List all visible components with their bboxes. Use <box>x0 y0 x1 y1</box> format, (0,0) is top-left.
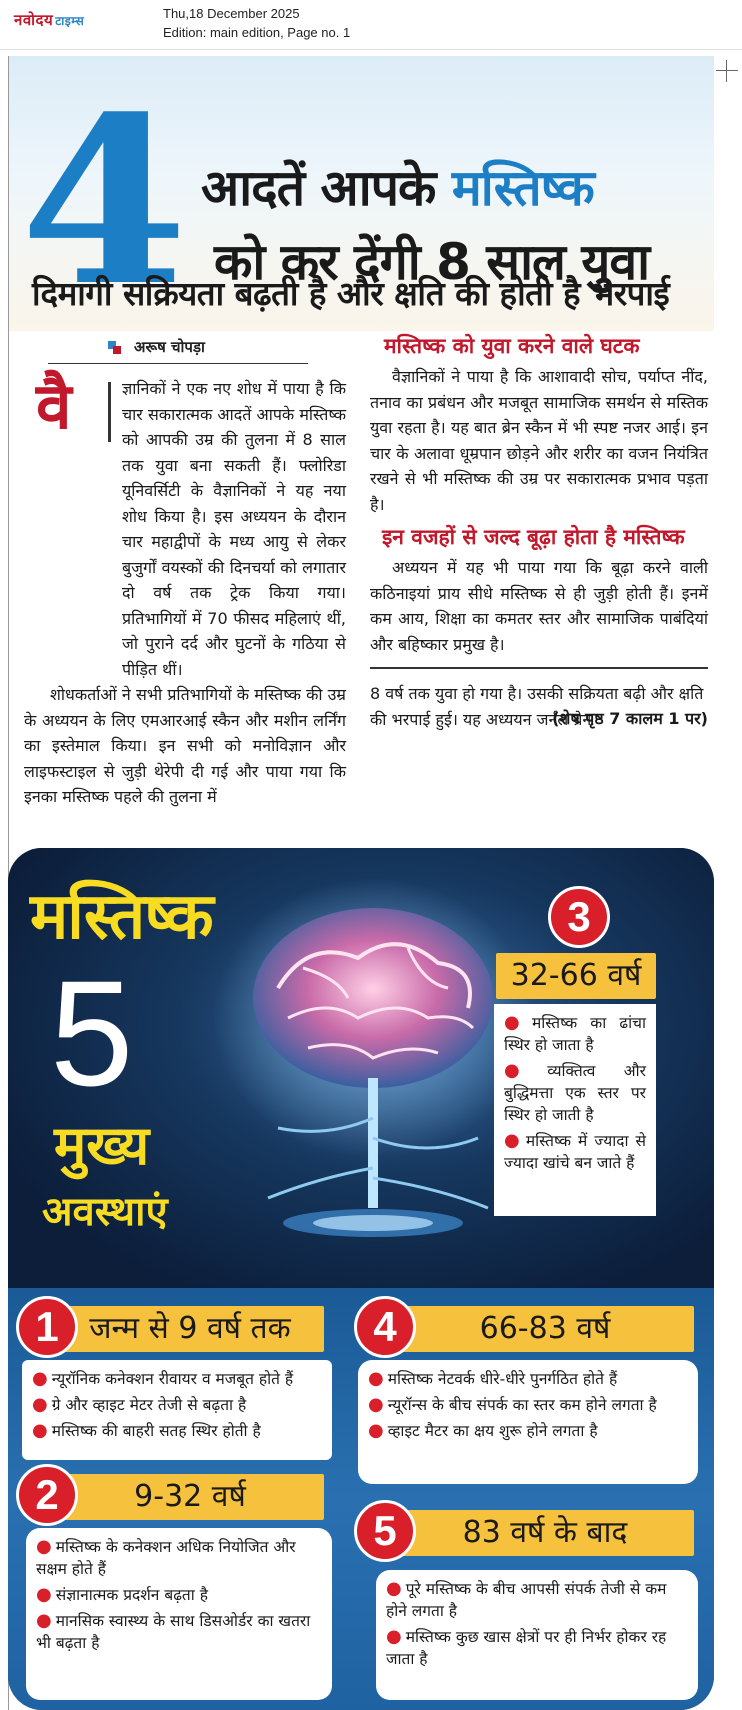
stage-1-point-2: ● ग्रे और व्हाइट मेटर तेजी से बढ़ता है <box>32 1394 247 1415</box>
stage-2-badge: 2 <box>16 1464 78 1526</box>
byline-divider <box>48 363 308 364</box>
sidebar-1-body: वैज्ञानिकों ने पाया है कि आशावादी सोच, पर्याप्त नींद, तनाव का प्रबंधन और मजबूत सामाजिक समर्थन से मस्तिक युवा रहता है। यह बात ब्रेन स्कैन में भी स्पष्ट नजर आई। इन चार के अलावा धूम्रपान छोड़ने और शरीर का वजन नियंत्रित रखने से भी मस्तिष्क की उम्र पर सकारात्मक प्रभाव पड़ता है। <box>370 367 708 514</box>
stage-1-box <box>22 1360 332 1460</box>
headline-line-1-prefix: आदतें आपके <box>201 159 452 217</box>
article-right-column <box>370 332 708 729</box>
brain-illustration-icon <box>208 878 538 1258</box>
stage-5-label: 83 वर्ष के बाद <box>396 1510 694 1556</box>
stage-4-label: 66-83 वर्ष <box>396 1306 694 1352</box>
stage-5-badge: 5 <box>354 1500 416 1562</box>
publication-date: Thu,18 December 2025 <box>163 6 300 21</box>
bullet-icon: ● <box>386 1578 402 1599</box>
bullet-icon: ● <box>386 1626 402 1647</box>
stage-3-point-1: ● मस्तिष्क का ढांचा स्थिर हो जाता है <box>504 1012 646 1054</box>
headline-accent-word: मस्तिष्क <box>451 159 594 217</box>
infographic-title: मस्तिष्क <box>30 880 213 954</box>
stage-5-point-2: ● मस्तिष्क कुछ खास क्षेत्रों पर ही निर्भर होकर रह जाता है <box>386 1626 667 1668</box>
stage-3-box <box>494 1004 656 1216</box>
bullet-icon: ● <box>32 1394 48 1415</box>
stage-1-badge: 1 <box>16 1296 78 1358</box>
article-paragraph-1: ज्ञानिकों ने एक नए शोध में पाया है कि चार सकारात्मक आदतें आपके मस्तिष्क को आपकी उम्र की तुलना में 8 साल तक युवा बना सकती हैं। फ्लोरिडा यूनिवर्सिटी के वैज्ञानिकों ने यह नया शोध किया है। इस अध्ययन के दौरान चार महाद्वीपों के मध्य आयु से लेकर बुजुर्गों वयस्कों की दिनचर्या को लगातार दो वर्ष तक ट्रेक किया गया। प्रतिभागियों में 70 फीसद महिलाएं थीं, जो पुराने दर्द और घुटनों के गठिया से पीड़ित थीं। <box>122 379 346 679</box>
crop-mark-icon <box>716 60 738 82</box>
byline-icon <box>108 341 122 355</box>
article-paragraph-2: शोधकर्ताओं ने सभी प्रतिभागियों के मस्तिष्क की उम्र के अध्ययन के लिए एमआरआई स्कैन और मशीन लर्निंग का इस्तेमाल किया। इन सभी को मनोविज्ञान और लाइफस्टाइल से जुड़ी थेरेपी दी गई और पाया गया कि इनका मस्तिष्क पहले की तुलना में <box>24 685 346 806</box>
stage-5-box <box>376 1570 698 1700</box>
stage-3-badge: 3 <box>548 886 610 948</box>
stage-4-point-1: ● मस्तिष्क नेटवर्क धीरे-धीरे पुनर्गठित होते हैं <box>368 1368 618 1389</box>
top-bar <box>0 0 742 50</box>
edition-info: Edition: main edition, Page no. 1 <box>163 25 351 40</box>
newspaper-logo <box>14 10 84 30</box>
article-continuation: 8 वर्ष तक युवा हो गया है। उसकी सक्रियता बढ़ी और क्षति की भरपाई हुई। यह अध्ययन जर्नल ब्रेन <box>370 684 704 729</box>
bullet-icon: ● <box>504 1060 544 1081</box>
bullet-icon: ● <box>368 1394 384 1415</box>
stage-3-point-3: ● मस्तिष्क में ज्यादा से ज्यादा खांचे बन जाते हैं <box>504 1130 646 1172</box>
sidebar-2-title: इन वजहों से जल्द बूढ़ा होता है मस्तिष्क <box>382 525 685 549</box>
stage-4-box <box>358 1360 698 1484</box>
bullet-icon: ● <box>368 1368 384 1389</box>
subheadline: दिमागी सक्रियता बढ़ती है और क्षति की होती है भरपाई <box>32 274 670 313</box>
bullet-icon: ● <box>368 1420 384 1441</box>
sidebar-2-body: अध्ययन में यह भी पाया गया कि बूढ़ा करने वाली कठिनाइयां प्राय सीधे मस्तिष्क से ही जुड़ी होती हैं। इनमें कम आय, शिक्षा का कमतर स्तर और सामाजिक पाबंदियां और बहिष्कार प्रमुख है। <box>370 558 708 654</box>
stage-5-point-1: ● पूरे मस्तिष्क के बीच आपसी संपर्क तेजी से कम होने लगता है <box>386 1578 667 1620</box>
logo-sub-text: टाइम्स <box>55 14 85 28</box>
bullet-icon: ● <box>36 1584 52 1605</box>
stage-3-label: 32-66 वर्ष <box>496 953 656 999</box>
bullet-icon: ● <box>36 1610 52 1631</box>
article-left-column <box>24 376 346 810</box>
stage-2-box <box>26 1528 332 1700</box>
stage-4-point-2: ● न्यूरॉन्स के बीच संपर्क का स्तर कम होने लगता है <box>368 1394 657 1415</box>
stage-1-point-1: ● न्यूरॉनिक कनेक्शन रीवायर व मजबूत होते हैं <box>32 1368 294 1389</box>
byline: अरूष चोपड़ा <box>134 338 205 356</box>
infographic-title-line-3: मुख्य <box>54 1114 150 1177</box>
sidebar-1-title: मस्तिष्क को युवा करने वाले घटक <box>384 334 640 358</box>
headline-number: 4 <box>20 67 189 337</box>
column-divider <box>370 667 708 669</box>
stage-4-point-3: ● व्हाइट मैटर का क्षय शुरू होने लगता है <box>368 1420 598 1441</box>
stage-4-badge: 4 <box>354 1296 416 1358</box>
bullet-icon: ● <box>504 1130 522 1151</box>
stage-3-point-2: ● व्यक्तित्व और बुद्धिमत्ता एक स्तर पर स्थिर हो जाती है <box>504 1060 646 1124</box>
stage-2-point-3: ● मानसिक स्वास्थ्य के साथ डिसओर्डर का खतरा भी बढ़ता है <box>36 1610 311 1652</box>
continued-note: (शेष पृष्ठ 7 कालम 1 पर) <box>552 709 708 728</box>
headline-line-2: को कर देंगी 8 साल युवा <box>214 233 650 291</box>
infographic-title-number: 5 <box>50 949 134 1117</box>
infographic-panel <box>8 848 714 1710</box>
logo-main-text: नवोदय <box>14 11 54 29</box>
stage-2-point-2: ● संज्ञानात्मक प्रदर्शन बढ़ता है <box>36 1584 208 1605</box>
stage-2-point-1: ● मस्तिष्क के कनेक्शन अधिक नियोजित और सक्षम होते हैं <box>36 1536 296 1578</box>
drop-cap: वै <box>36 370 72 444</box>
bullet-icon: ● <box>32 1420 48 1441</box>
bullet-icon: ● <box>36 1536 52 1557</box>
infographic-title-line-4: अवस्थाएं <box>42 1189 168 1235</box>
stage-1-label: जन्म से 9 वर्ष तक <box>56 1306 324 1352</box>
stage-1-point-3: ● मस्तिष्क की बाहरी सतह स्थिर होती है <box>32 1420 261 1441</box>
bullet-icon: ● <box>504 1012 528 1033</box>
headline-line-1 <box>201 152 594 220</box>
stage-2-label: 9-32 वर्ष <box>56 1474 324 1520</box>
bullet-icon: ● <box>32 1368 48 1389</box>
